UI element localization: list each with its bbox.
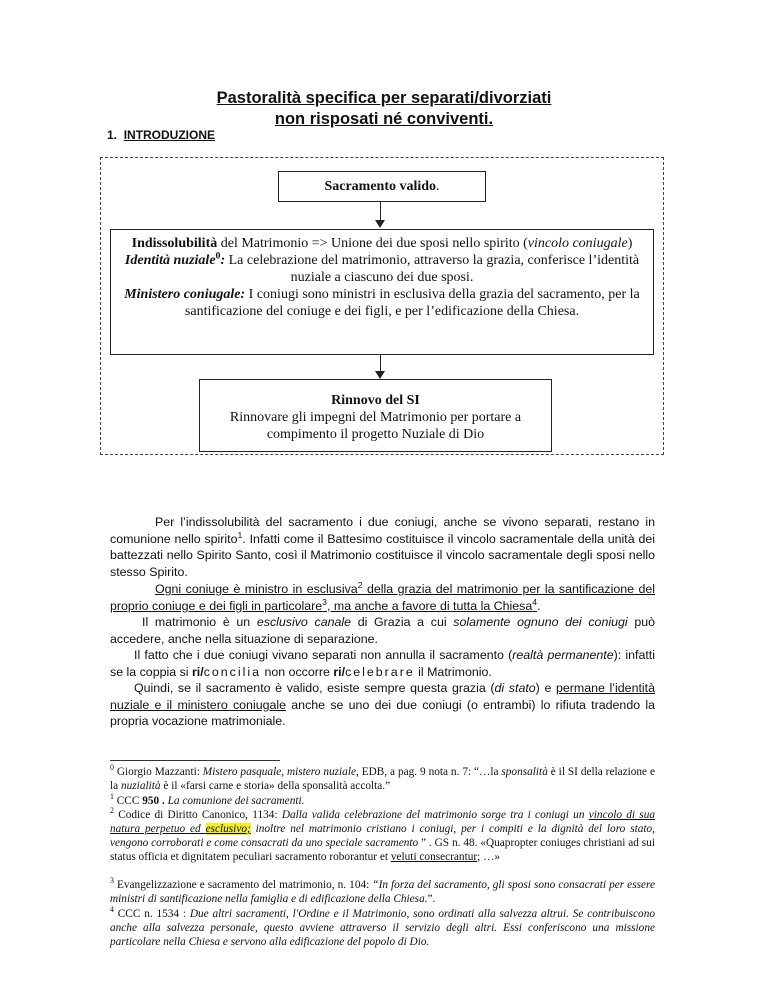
box2-l3-bold: Ministero coniugale: — [124, 287, 246, 302]
box2-l1-bold: Indissolubilità — [131, 236, 218, 251]
box3-title: Rinnovo del SI — [331, 393, 420, 408]
paragraph-4: Il fatto che i due coniugi vivano separati non annulla il sacramento (realtà permanente): infatti se la coppia si ri/concilia non occorre ri/celebrare il Matrimonio. — [110, 648, 655, 679]
footnote-4: $^4$ CCC n. 1534 : Due altri sacramenti, l'Ordine e il Matrimonio, sono ordinati alla salvezza altrui. Se contribuiscono anche alla salvezza personale, questo avviene attraverso il servizio degli altri. Essi conferiscono una missione particolare nella Chiesa e servono alla edificazione del popolo di Dio. — [110, 905, 655, 948]
footnote-separator — [110, 760, 280, 761]
box-sacramento-valido — [278, 171, 486, 202]
paragraph-2: Ogni coniuge è ministro in esclusiva$^2$ della grazia del matrimonio per la santificazione del proprio coniuge e dei figli in particolare$^3$, ma anche a favore di tutta la Chiesa$^4$. — [110, 579, 655, 613]
document-title-line1: Pastoralità specifica per separati/divorziati — [216, 89, 552, 107]
box1-title: Sacramento valido — [324, 179, 437, 194]
paragraph-3: Il matrimonio è un esclusivo canale di Grazia a cui solamente ognuno dei coniugi può accedere, anche nella situazione di separazione. — [110, 615, 655, 646]
footnote-1: $^1$ CCC 950 . La comunione dei sacramenti. — [110, 792, 305, 807]
arrow-2-head — [375, 371, 385, 379]
box2-l2-rest: La celebrazione del matrimonio, attraverso la grazia, conferisce l’identità nuziale a ciascuno dei due sposi. — [225, 253, 640, 285]
paragraph-1: Per l’indissolubilità del sacramento i due coniugi, anche se vivono separati, restano in comunione nello spirito$^1$. Infatti come il Battesimo costituisce il vincolo sacramentale della unità dei battezzati nello Spirito Santo, così il Matrimonio costituisce il vincolo sacramentale degli sposi nello stesso Spirito. — [110, 515, 655, 579]
box2-l2-sup: 0 — [215, 250, 221, 262]
box2-l2-bold: Identità nuziale — [124, 253, 216, 268]
footnote-2: $^2$ Codice di Diritto Canonico, 1134: Dalla valida celebrazione del matrimonio sorge tra i coniugi un vincolo di sua natura perpetuo ed esclusivo; inoltre nel matrimonio cristiano i coniugi, per i compiti e la dignità del loro stato, vengono corroborati e come consacrati da uno speciale sacramento ” . GS n. 48. «Quapropter coniuges christiani ad sui status officia et dignitatem peculiari sacramento roborantur et veluti consecrantur; …» — [110, 806, 656, 863]
box2-line2 — [119, 252, 645, 286]
box-indissolubilita — [110, 229, 654, 355]
box2-l1-italic: vincolo coniugale — [527, 236, 628, 251]
box2-l1-end: ) — [627, 236, 633, 251]
box2-l1-rest: del Matrimonio => Unione dei due sposi nello spirito ( — [217, 236, 528, 251]
box-rinnovo-del-si — [199, 379, 552, 452]
section-heading — [107, 128, 215, 142]
arrow-1-head — [375, 220, 385, 228]
box2-l2-colon: : — [220, 253, 226, 268]
arrow-2-line — [380, 355, 381, 372]
section-number: 1. — [107, 128, 118, 142]
box2-line1 — [119, 235, 645, 252]
section-title: INTRODUZIONE — [123, 128, 216, 142]
footnote-3: $^3$ Evangelizzazione e sacramento del matrimonio, n. 104: “In forza del sacramento, gli sposi sono consacrati per essere ministri di santificazione nella famiglia e di edificazione della Chiesa.”. — [110, 876, 655, 905]
box3-text: Rinnovare gli impegni del Matrimonio per portare a compimento il progetto Nuziale di Dio — [229, 410, 522, 442]
paragraph-5: Quindi, se il sacramento è valido, esiste sempre questa grazia (di stato) e permane l’identità nuziale e il ministero coniugale anche se uno dei due coniugi (o entrambi) lo rifiuta tradendo la propria vocazione matrimoniale. — [110, 681, 656, 729]
box2-line3 — [119, 286, 645, 320]
box2-l3-rest: I coniugi sono ministri in esclusiva della grazia del sacramento, per la santificazione del coniuge e dei figli, e per l’edificazione della Chiesa. — [184, 287, 640, 319]
document-title-line2: non risposati né conviventi. — [274, 110, 494, 128]
box1-tail: . — [436, 179, 440, 194]
arrow-1-line — [380, 202, 381, 221]
footnote-0: $^0$ Giorgio Mazzanti: Mistero pasquale, mistero nuziale, EDB, a pag. 9 nota n. 7: “…la sponsalità è il SI della relazione e la nuzialità è il «farsi carne e storia» della sponsalità accolta.” — [110, 763, 655, 792]
